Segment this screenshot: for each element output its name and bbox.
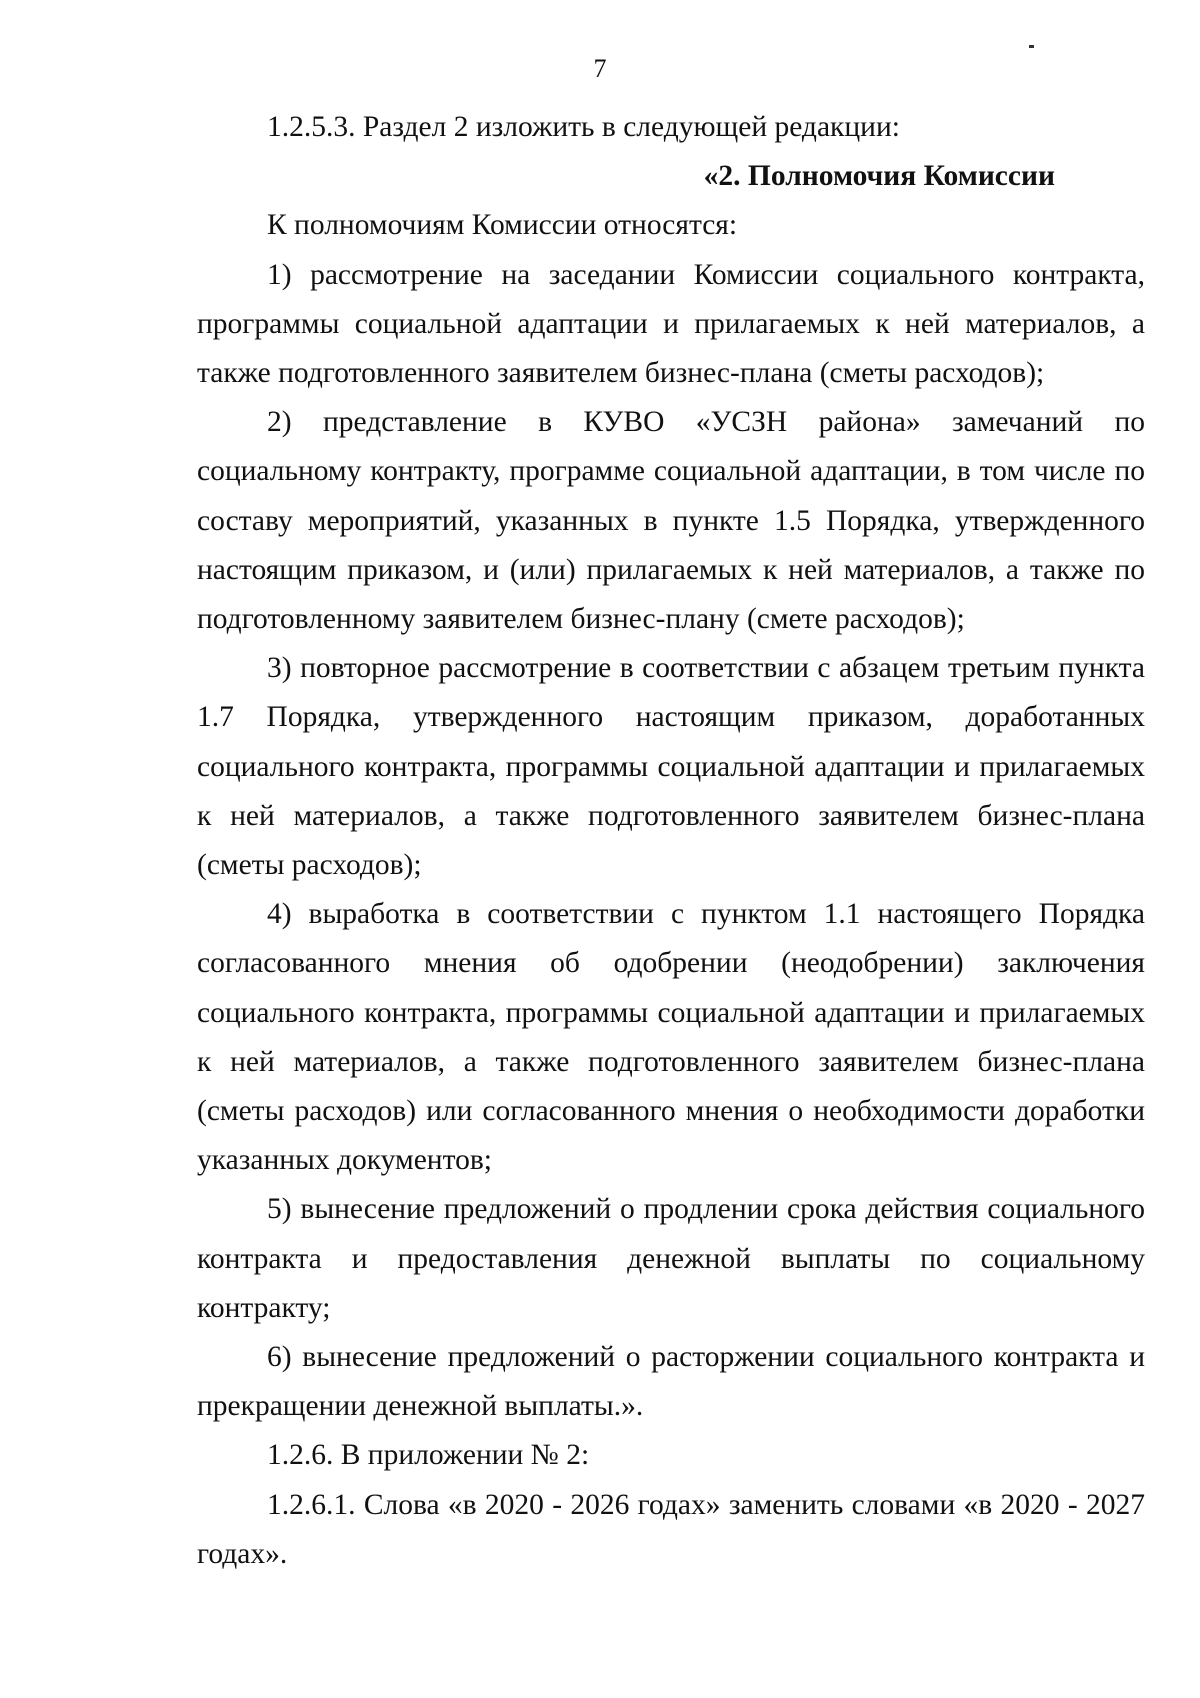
- list-item-5: 5) вынесение предложений о продлении срока действия социального контракта и предоставления денежной выплаты по социальному контракту;: [197, 1193, 1145, 1324]
- list-item-3: 3) повторное рассмотрение в соответствии с абзацем третьим пункта 1.7 Порядка, утвержденного настоящим приказом, доработанных социального контракта, программы социальной адаптации и прилагаемых к ней материалов, а также подготовленного заявителем бизнес-плана (сметы расходов);: [197, 652, 1145, 882]
- page-number: 7: [593, 54, 607, 83]
- section-heading: «2. Полномочия Комиссии: [703, 160, 1055, 193]
- paragraph-section-1-2-5-3: 1.2.5.3. Раздел 2 изложить в следующей редакции:: [267, 111, 900, 143]
- paragraph-section-1-2-6-1: 1.2.6.1. Слова «в 2020 - 2026 годах» заменить словами «в 2020 - 2027 годах».: [197, 1488, 1145, 1570]
- paragraph-intro: К полномочиям Комиссии относятся:: [267, 209, 738, 242]
- list-item-1: 1) рассмотрение на заседании Комиссии социального контракта, программы социальной адаптации и прилагаемых к ней материалов, а также подготовленного заявителем бизнес-плана (сметы расходов);: [197, 258, 1145, 390]
- scan-artifact: [1029, 45, 1034, 48]
- list-item-4: 4) выработка в соответствии с пунктом 1.1 настоящего Порядка согласованного мнения об одобрении (неодобрении) заключения социального контракта, программы социальной адаптации и прилагаемых к ней материалов, а также подготовленного заявителем бизнес-плана (сметы расходов) или согласованного мнения о необходимости доработки указанных документов;: [197, 898, 1145, 1177]
- list-item-2: 2) представление в КУВО «УСЗН района» замечаний по социальному контракту, программе социальной адаптации, в том числе по составу мероприятий, указанных в пункте 1.5 Порядка, утвержденного настоящим приказом, и (или) прилагаемых к ней материалов, а также по подготовленному заявителем бизнес-плану (смете расходов);: [197, 406, 1145, 636]
- list-item-6: 6) вынесение предложений о расторжении социального контракта и прекращении денежной выплаты.».: [197, 1341, 1145, 1423]
- document-body: [197, 103, 1145, 1579]
- paragraph-section-1-2-6: 1.2.6. В приложении № 2:: [267, 1439, 590, 1472]
